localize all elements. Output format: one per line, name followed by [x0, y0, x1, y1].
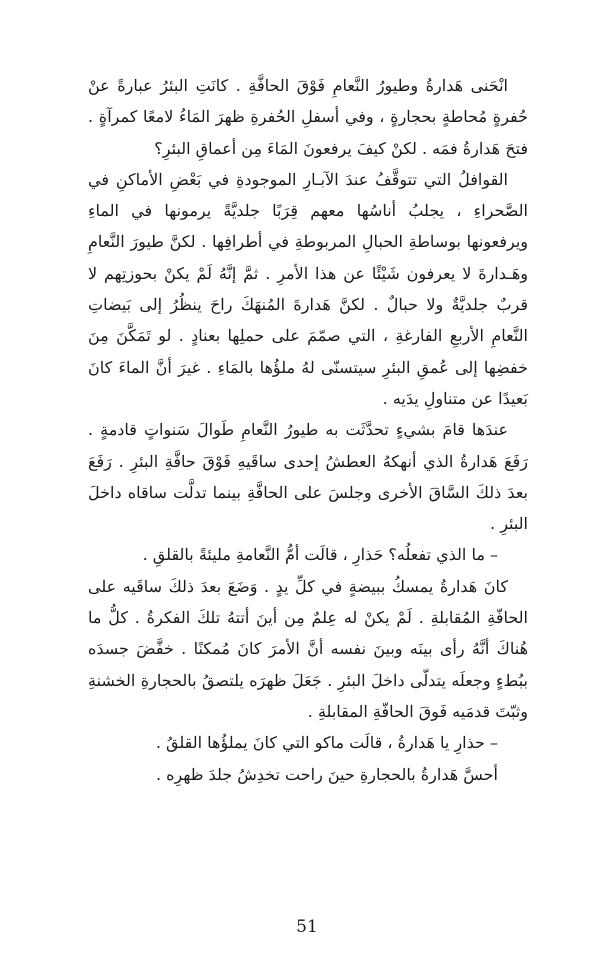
- paragraph-1: انْحَنى هَدارةُ وطيورُ النَّعامِ فَوْقَ الحافَّةِ . كانَتِ البئرُ عبارةً عنْ حُفرةٍ مُحاطةٍ بحجارةٍ ، وفي أسفلِ الحُفرةِ ظهرَ المَاءُ لامعًا كمرآةٍ . فتحَ هَدارةُ فمَه . لكنْ كيفَ يرفعونَ المَاءَ مِن أعماقِ البئرِ؟: [88, 76, 529, 158]
- page-body: [88, 70, 528, 790]
- page-number: 51: [296, 917, 318, 937]
- paragraph-4: كانَ هَدارةُ يمسكُ ببيضةٍ في كلِّ يدٍ . وَضَعَ بعدَ ذلكَ ساقَيه على الحافّةِ المُقابلةِ . لَمْ يكنْ له عِلمٌ مِن أينَ أتتهُ تلكَ الفكرةُ . كلُّ ما هُناكَ أنَّهُ رأى بينَه وبينَ نفسه أنَّ الأمرَ كانَ مُمكنًا . خفَّضَ جسدَه ببُطءٍ وجعلَه يتدلّى داخلَ البئرِ . جَعَلَ ظهرَه يلتصقُ بالحجارةِ الخشنةِ وثبّتَ قدمَيه فَوقَ الحافّةِ المقابلةِ .: [88, 576, 528, 721]
- paragraph-2: القوافلُ التي تتوقَّفُ عندَ الآبـارِ الموجودةِ في بَعْضِ الأماكنِ في الصَّحراءِ ، يجلبُ أناسُها معهم قِرَبًا جلديَّةً يرمونها في الماءِ ويرفعونها بوساطةِ الحبالِ المربوطةِ في أطرافِها . لكنَّ طيورَ النَّعامِ وهَـدارةَ لا يعرفون شَيْئًا عن هذا الأمرِ . ثمَّ إنَّهُ لَمْ يكنْ بحوزتِهم لا قربٌ جلديَّةٌ ولا حبالٌ . لكنَّ هَدارةَ المُنهَكَ راحَ ينظُرُ إلى بَيضاتِ النَّعامِ الأربعِ الفارغةِ ، التي صمّمَ على حملِها بعنادٍ . لو تَمَكَّنَ مِنَ خفضِها إلى عُمقِ البئرِ سيتسنّى لهُ ملؤُها بالمَاءِ . غيرَ أنَّ الماءَ كانَ بَعيدًا عن متناولِ يدَيه .: [88, 169, 529, 408]
- dialog-line-2: – حذارِ يا هَدارةُ ، قالَت ماكو التي كانَ يملؤُها القلقُ .: [155, 733, 498, 753]
- dialog-line-1: – ما الذي تفعلُه؟ حَذارِ ، قالَت أمُّ النَّعامةِ مليئةً بالقلقِ .: [142, 545, 498, 565]
- paragraph-3: عندَها قامَ بشيءٍ تحدَّثَت به طيورُ النَّعامِ طَوالَ سَنواتٍ قادمةٍ . رَفَعَ هَدارةُ الذي أنهكهُ العطشُ إحدى ساقَيهِ فَوْقَ حافَّةِ البئرِ . رَفَعَ بعدَ ذلكَ السَّاقَ الأخرى وجلسَ على الحافَّةِ بينما تدلَّت ساقاه داخلَ البئرِ .: [88, 420, 528, 534]
- closing-line: أحسَّ هَدارةُ بالحجارةِ حينَ راحت تخدِشُ جلدَ ظهرِه .: [155, 764, 498, 784]
